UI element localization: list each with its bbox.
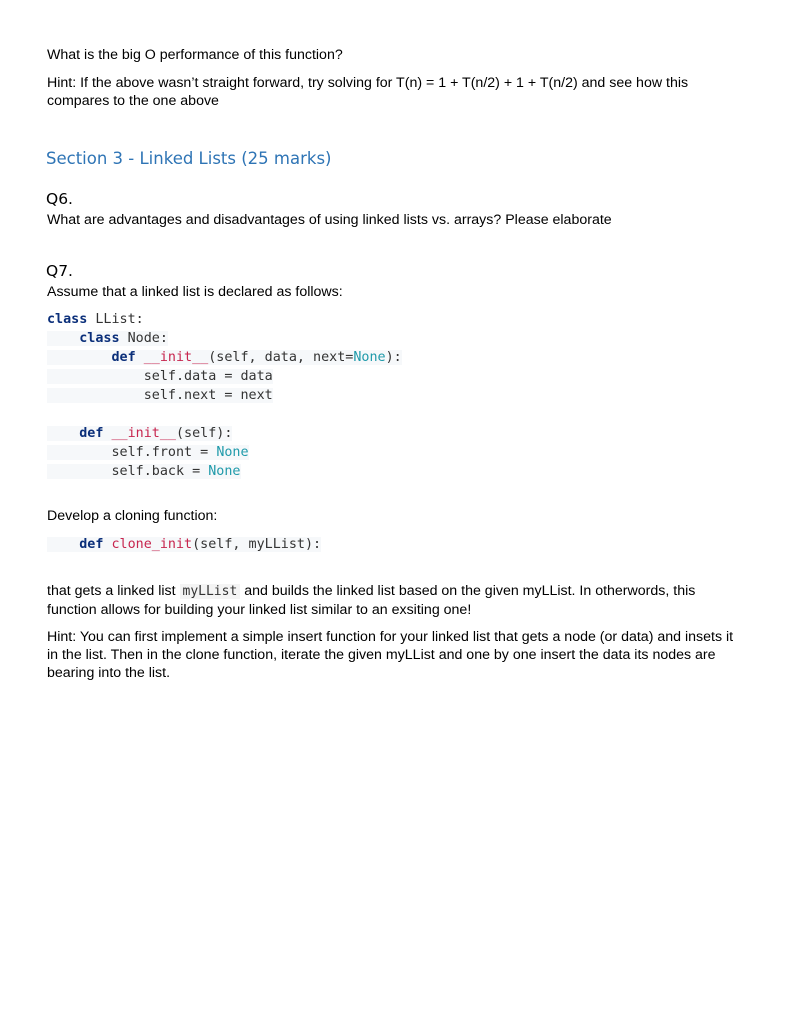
code-text: self.next = next — [143, 388, 273, 403]
code-function-name: __init__ — [143, 350, 209, 365]
q6-label: Q6. — [46, 190, 73, 208]
q7-label: Q7. — [46, 262, 73, 280]
code-text: LList: — [95, 312, 144, 327]
clone-signature-block — [47, 535, 321, 554]
section-3-heading: Section 3 - Linked Lists (25 marks) — [46, 149, 332, 168]
code-text: ): — [385, 350, 402, 365]
text-span: that gets a linked list — [47, 583, 180, 599]
hint-recurrence-line-2: compares to the one above — [47, 93, 219, 109]
hint-recurrence-line-1: Hint: If the above wasn’t straight forward, try solving for T(n) = 1 + T(n/2) + 1 + T(n/2) and see how this — [47, 75, 689, 91]
code-line — [47, 462, 402, 481]
code-line — [47, 310, 402, 329]
hint-insert-line-2: in the list. Then in the clone function, iterate the given myLList and one by one insert the data its nodes are — [47, 647, 716, 663]
code-function-name: __init__ — [111, 426, 176, 441]
code-text: (self, data, next= — [208, 350, 354, 365]
code-text: self.data = data — [143, 369, 273, 384]
code-text: self.front = — [111, 445, 217, 460]
code-line — [47, 367, 402, 386]
code-line — [47, 535, 321, 554]
hint-insert-line-1: Hint: You can first implement a simple insert function for your linked list that gets a node (or data) and insets it — [47, 629, 734, 645]
code-function-name: clone_init — [111, 537, 193, 552]
code-text: self.back = — [111, 464, 209, 479]
code-line — [47, 329, 402, 348]
code-text: Node: — [127, 331, 168, 346]
inline-code-myllist: myLList — [180, 584, 241, 599]
hint-recurrence — [47, 74, 747, 110]
hint-insert-line-3: bearing into the list. — [47, 665, 171, 681]
code-none: None — [353, 350, 386, 365]
code-none: None — [208, 464, 241, 479]
code-line — [47, 348, 402, 367]
code-line — [47, 386, 402, 405]
code-keyword: def — [79, 426, 104, 441]
clone-description — [47, 582, 747, 619]
code-none: None — [216, 445, 249, 460]
code-line — [47, 424, 402, 443]
q6-text: What are advantages and disadvantages of using linked lists vs. arrays? Please elaborate — [47, 212, 612, 228]
develop-text: Develop a cloning function: — [47, 508, 218, 524]
big-o-question: What is the big O performance of this function? — [47, 47, 343, 63]
code-blank-line — [47, 405, 402, 424]
code-text: (self, myLList): — [192, 537, 322, 552]
code-keyword: def — [79, 537, 104, 552]
q7-intro: Assume that a linked list is declared as follows: — [47, 284, 343, 300]
llist-code-block — [47, 310, 402, 481]
code-text: (self): — [176, 426, 233, 441]
code-keyword: def — [111, 350, 136, 365]
hint-insert — [47, 628, 747, 682]
clone-description-line-2: function allows for building your linked list similar to an exsiting one! — [47, 602, 472, 618]
clone-description-line-1 — [47, 582, 747, 601]
text-span: and builds the linked list based on the given myLList. In otherwords, this — [240, 583, 696, 599]
code-line — [47, 443, 402, 462]
code-keyword: class — [79, 331, 120, 346]
code-keyword: class — [47, 312, 88, 327]
